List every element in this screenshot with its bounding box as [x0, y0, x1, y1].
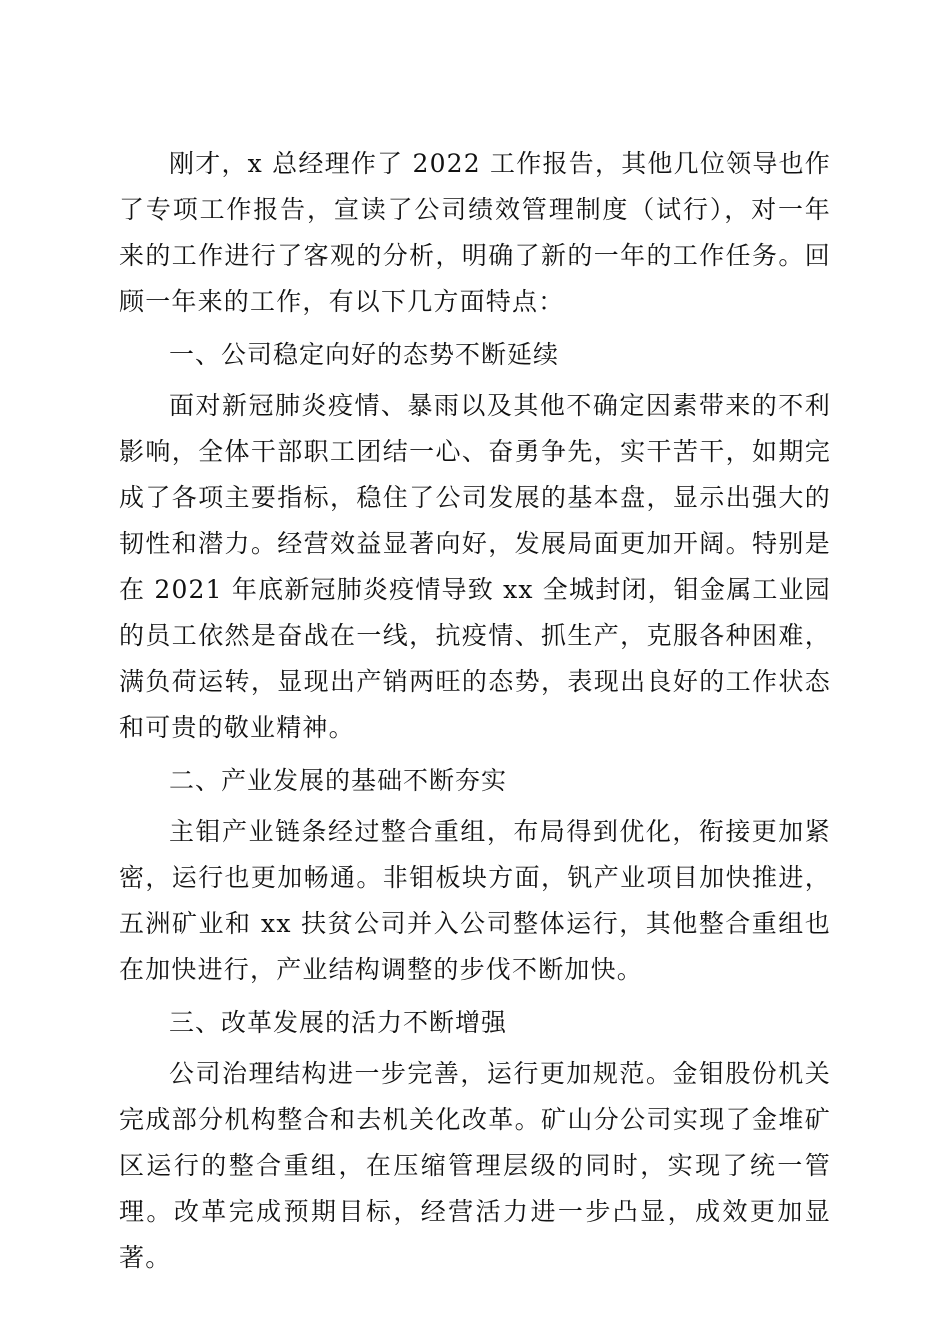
section-body-1: 面对新冠肺炎疫情、暴雨以及其他不确定因素带来的不利影响，全体干部职工团结一心、奋勇争先，实干苦干，如期完成了各项主要指标，稳住了公司发展的基本盘，显示出强大的韧性和潜力。经营效益显著向好，发展局面更加开阔。特别是在 2021 年底新冠肺炎疫情导致 xx 全城封闭，钼金属工业园的员工依然是奋战在一线，抗疫情、抓生产，克服各种困难，满负荷运转，显现出产销两旺的态势，表现出良好的工作状态和可贵的敬业精神。 [119, 391, 832, 742]
intro-paragraph: 刚才，x 总经理作了 2022 工作报告，其他几位领导也作了专项工作报告，宣读了公司绩效管理制度（试行），对一年来的工作进行了客观的分析，明确了新的一年的工作任务。回顾一年来的工作，有以下几方面特点： [119, 149, 831, 316]
section-heading-3: 三、改革发展的活力不断增强 [169, 1008, 508, 1037]
document-page [119, 141, 831, 1281]
section-body-2: 主钼产业链条经过整合重组，布局得到优化，衔接更加紧密，运行也更加畅通。非钼板块方面，钒产业项目加快推进，五洲矿业和 xx 扶贫公司并入公司整体运行，其他整合重组也在加快进行，产业结构调整的步伐不断加快。 [119, 817, 831, 984]
section-body-3: 公司治理结构进一步完善，运行更加规范。金钼股份机关完成部分机构整合和去机关化改革。矿山分公司实现了金堆矿区运行的整合重组，在压缩管理层级的同时，实现了统一管理。改革完成预期目标，经营活力进一步凸显，成效更加显著。 [119, 1059, 831, 1272]
section-heading-2: 二、产业发展的基础不断夯实 [169, 766, 508, 795]
section-heading-1: 一、公司稳定向好的态势不断延续 [169, 340, 560, 369]
